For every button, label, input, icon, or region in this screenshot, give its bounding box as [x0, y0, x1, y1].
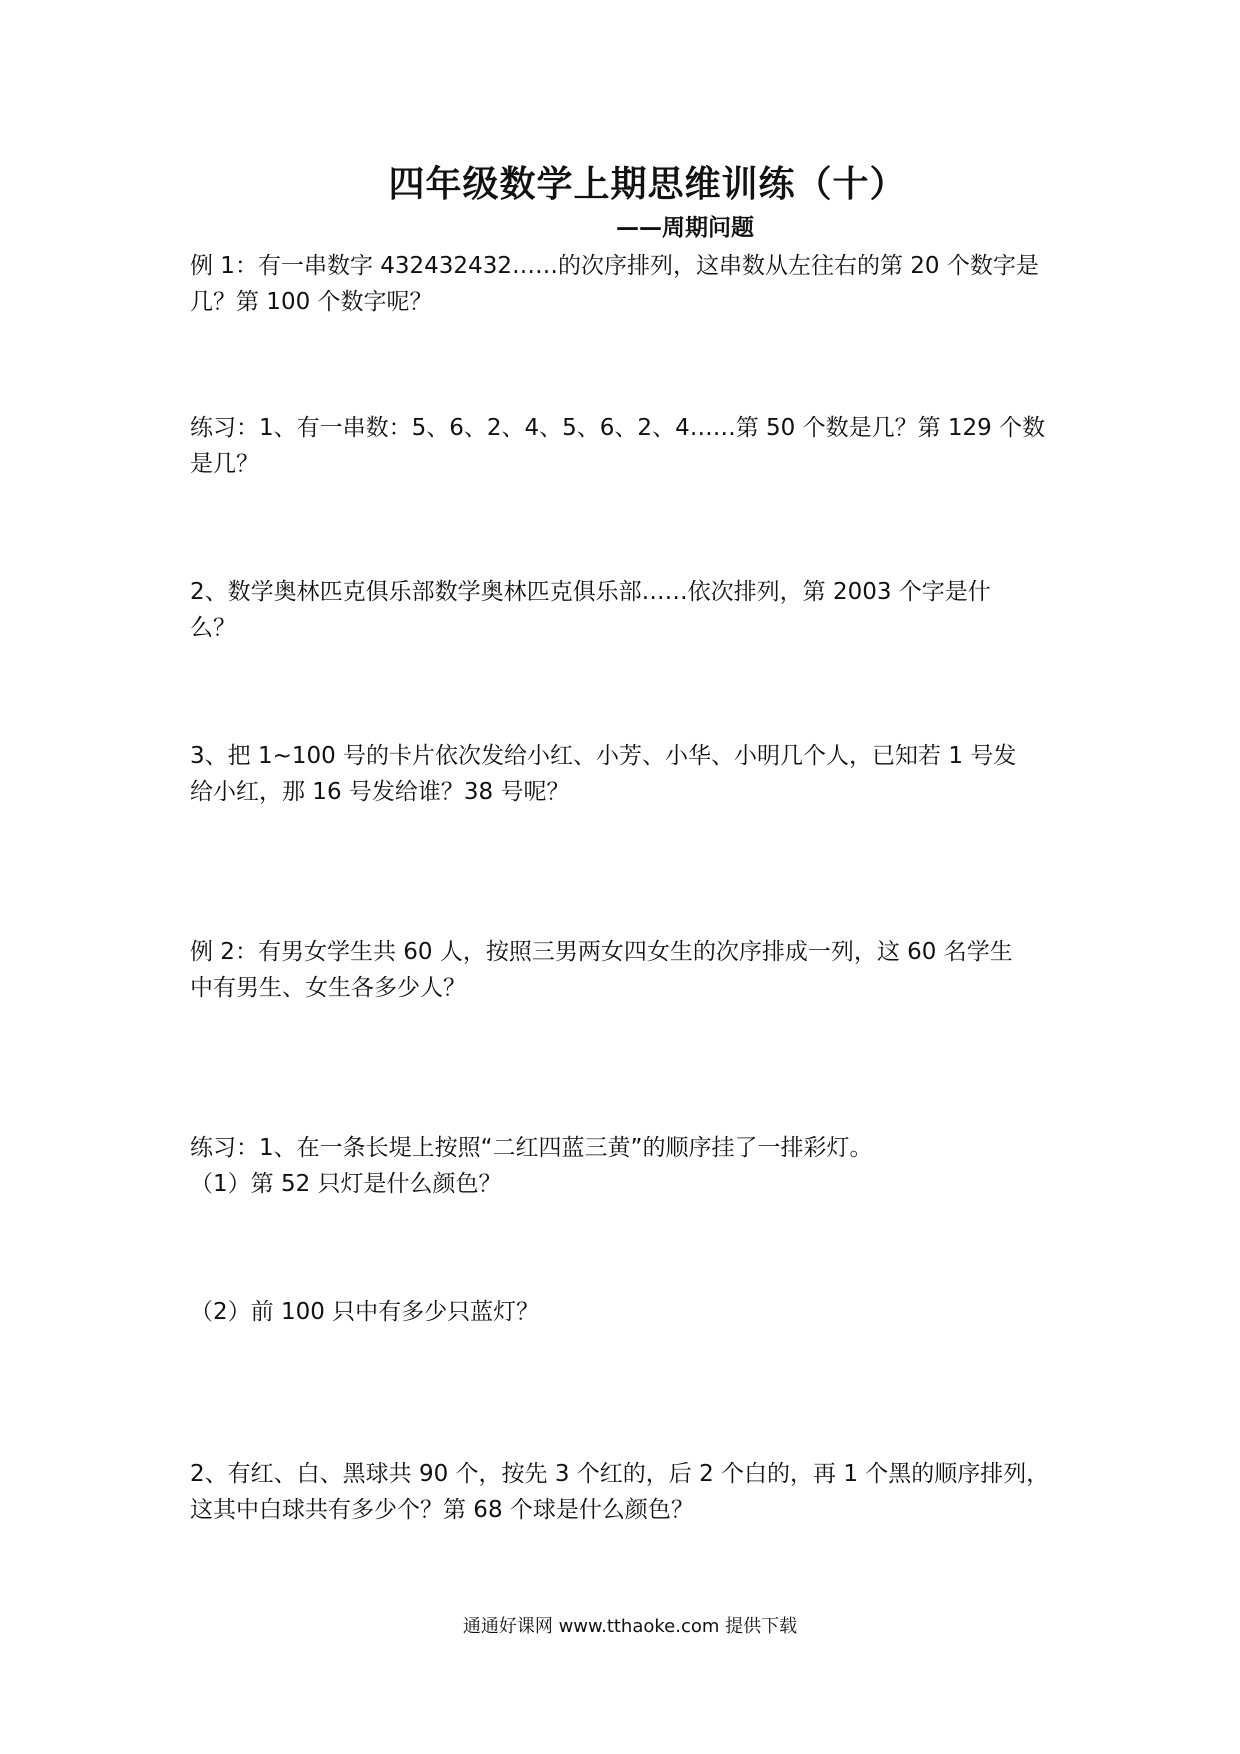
question-line: 是几？ — [190, 451, 259, 477]
question-line: （1）第 52 只灯是什么颜色？ — [190, 1171, 502, 1197]
page-subtitle: ——周期问题 — [616, 215, 754, 241]
question-line: 2、数学奥林匹克俱乐部数学奥林匹克俱乐部……依次排列，第 2003 个字是什 — [190, 579, 991, 605]
question-line: 这其中白球共有多少个？第 68 个球是什么颜色？ — [190, 1497, 694, 1523]
page-title: 四年级数学上期思维训练（十） — [388, 163, 907, 205]
practice-2-1 — [190, 1130, 1055, 1202]
practice-1-2 — [190, 574, 1055, 646]
question-line: 中有男生、女生各多少人？ — [190, 975, 466, 1001]
practice-1-3 — [190, 738, 1055, 810]
practice-2-1-part-2 — [190, 1294, 1055, 1330]
question-line: 练习：1、有一串数：5、6、2、4、5、6、2、4……第 50 个数是几？第 129 个数 — [190, 415, 1046, 441]
question-line: 给小红，那 16 号发给谁？38 号呢？ — [190, 779, 570, 805]
question-line: 例 2：有男女学生共 60 人，按照三男两女四女生的次序排成一列，这 60 名学生 — [190, 939, 1013, 965]
example-1 — [190, 248, 1055, 320]
question-line: 几？第 100 个数字呢？ — [190, 289, 433, 315]
question-line: 2、有红、白、黑球共 90 个，按先 3 个红的，后 2 个白的，再 1 个黑的顺序排列， — [190, 1461, 1050, 1487]
question-line: 练习：1、在一条长堤上按照“二红四蓝三黄”的顺序挂了一排彩灯。 — [190, 1135, 873, 1161]
example-2 — [190, 934, 1055, 1006]
practice-2-2 — [190, 1456, 1055, 1528]
question-line: 3、把 1~100 号的卡片依次发给小红、小芳、小华、小明几个人，已知若 1 号发 — [190, 743, 1017, 769]
footer-credit: 通通好课网 www.tthaoke.com 提供下载 — [462, 1616, 798, 1637]
question-line: （2）前 100 只中有多少只蓝灯？ — [190, 1299, 540, 1325]
question-line: 例 1：有一串数字 432432432……的次序排列，这串数从左往右的第 20 个数字是 — [190, 253, 1039, 279]
question-line: 么？ — [190, 615, 236, 641]
practice-1-1 — [190, 410, 1055, 482]
